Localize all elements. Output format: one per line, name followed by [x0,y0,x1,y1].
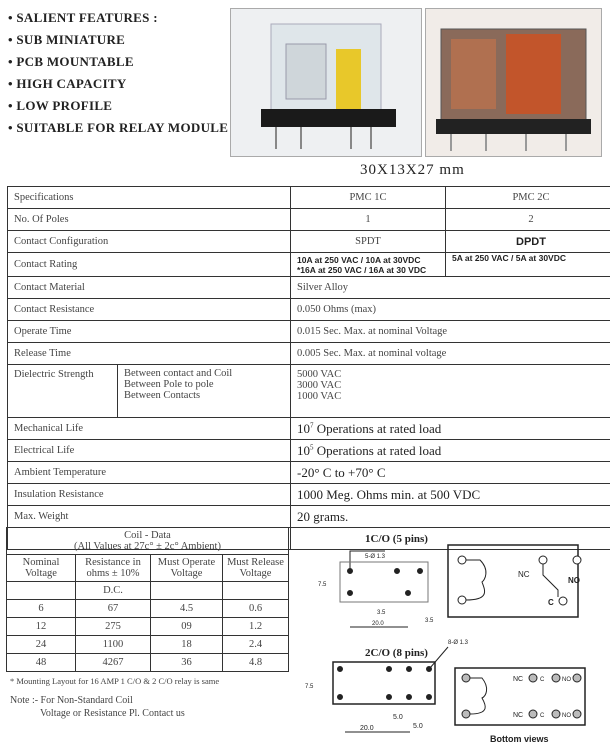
table-row [8,462,610,484]
spec-label: Ambient Temperature [8,462,291,484]
cell: 1100 [76,636,151,654]
spec-label: Contact Resistance [8,299,291,321]
spec-value: -20° C to +70° C [291,462,610,484]
model-2c: PMC 2C [446,187,610,209]
feature-item: • SUB MINIATURE [8,32,126,47]
no-label: NO [568,576,580,585]
empty-cell [223,582,289,600]
cell: 48 [7,654,76,672]
empty-cell [7,582,76,600]
dim-label: 20.0 [360,725,374,732]
spec-value: 20 grams. [291,506,610,528]
dielectric-value: 1000 VAC [297,391,342,402]
spec-value: 5A at 250 VAC / 5A at 30VDC [446,253,610,277]
dim-label: 7.5 [318,582,327,588]
cell: 0.6 [223,600,289,618]
dielectric-items [118,365,291,418]
relay-1c-photo [230,8,422,157]
spec-value: 0.050 Ohms (max) [291,299,610,321]
spec-label: Operate Time [8,321,291,343]
nc-label: NC [513,712,524,719]
cell: 2.4 [223,636,289,654]
relay-2c-photo [425,8,602,157]
spec-label: No. Of Poles [8,209,291,231]
column-header: Must Release Voltage [223,555,289,582]
dielectric-item: Between contact and Coil [124,368,233,379]
bottom-views-label: Bottom views [490,734,549,744]
model-1c: PMC 1C [291,187,446,209]
dielectric-item: Between Contacts [124,390,201,401]
spec-value: SPDT [291,231,446,253]
value-text: Operations at rated load [313,420,442,436]
spec-label: Contact Configuration [8,231,291,253]
spec-label: Release Time [8,343,291,365]
column-header: Resistance in ohms ± 10% [76,555,151,582]
table-row [8,253,610,277]
dim-label: 7.5 [305,684,314,690]
feature-heading: • SALIENT FEATURES : [8,10,158,25]
c-label: C [548,598,554,607]
dim-label: 5.0 [393,714,403,721]
table-row [8,231,610,253]
spec-label: Insulation Resistance [8,484,291,506]
dielectric-value: 5000 VAC [297,369,342,380]
dim-label: 5.0 [413,723,423,730]
mounting-note: * Mounting Layout for 16 AMP 1 C/O & 2 C/O relay is same [10,676,220,686]
cell: 24 [7,636,76,654]
spec-value [291,418,610,440]
table-row [8,365,610,418]
dim-label: 20.0 [372,621,384,627]
column-header: Nominal Voltage [7,555,76,582]
feature-item: • LOW PROFILE [8,98,113,113]
cell: 4.5 [151,600,223,618]
hole-label: 8-Ø 1.3 [448,640,469,646]
cell: 12 [7,618,76,636]
table-row [7,618,289,636]
base: 10 [297,442,310,458]
spec-value: 2 [446,209,610,231]
pin-layout-diagrams [300,520,610,750]
table-row [8,440,610,462]
table-row [8,187,610,209]
table-row [7,636,289,654]
spec-label: Contact Material [8,277,291,299]
diagram-1co-title: 1C/O (5 pins) [365,533,428,545]
no-label: NO [562,713,571,719]
cell: 36 [151,654,223,672]
cell: 67 [76,600,151,618]
empty-cell [151,582,223,600]
table-row [7,654,289,672]
spec-value [291,253,446,277]
dielectric-value: 3000 VAC [297,380,342,391]
table-row [8,418,610,440]
feature-item: • SUITABLE FOR RELAY MODULE [8,120,229,135]
c-label: C [540,677,545,683]
spec-value [291,440,610,462]
dim-label: 3.5 [377,610,386,616]
dimensions-label: 30X13X27 mm [360,162,465,178]
spec-value: 0.005 Sec. Max. at nominal voltage [291,343,610,365]
spec-label: Contact Rating [8,253,291,277]
spec-label: Mechanical Life [8,418,291,440]
column-header: Must Operate Voltage [151,555,223,582]
table-row [8,299,610,321]
cell: 09 [151,618,223,636]
note-line: Voltage or Resistance Pl. Contact us [40,708,185,719]
base: 10 [297,420,310,436]
note-line: Note :- For Non-Standard Coil [10,695,133,706]
spec-value: 0.015 Sec. Max. at nominal Voltage [291,321,610,343]
spec-value: 1000 Meg. Ohms min. at 500 VDC [291,484,610,506]
table-row [8,277,610,299]
table-row [7,600,289,618]
hole-label: 5-Ø 1.3 [365,554,386,560]
rating-line: 10A at 250 VAC / 10A at 30VDC [297,254,421,265]
specifications-table [7,186,610,550]
dielectric-item: Between Pole to pole [124,379,214,390]
coil-title-cell [7,528,289,555]
table-row [8,209,610,231]
nc-label: NC [518,570,530,579]
cell: 275 [76,618,151,636]
exponent: 5 [310,443,314,452]
coil-data-table [6,527,289,672]
feature-item: • HIGH CAPACITY [8,76,127,91]
dielectric-values [291,365,610,418]
spec-value: 1 [291,209,446,231]
spec-label: Electrical Life [8,440,291,462]
cell: 4267 [76,654,151,672]
table-row [8,484,610,506]
table-row [8,321,610,343]
diagram-2co-title: 2C/O (8 pins) [365,647,428,659]
c-label: C [540,713,545,719]
spec-value: Silver Alloy [291,277,610,299]
no-label: NO [562,677,571,683]
cell: 6 [7,600,76,618]
cell: 4.8 [223,654,289,672]
coil-subtitle: (All Values at 27c° ± 2c° Ambient) [74,541,221,552]
spec-label: Max. Weight [8,506,291,528]
rating-line: *16A at 250 VAC / 16A at 30 VDC [297,264,427,275]
spec-label: Dielectric Strength [8,365,118,418]
table-row [8,343,610,365]
coil-title: Coil - Data [124,530,171,541]
nc-label: NC [513,676,524,683]
cell: 1.2 [223,618,289,636]
spec-value: DPDT [446,231,610,253]
cell: 18 [151,636,223,654]
spec-label: Specifications [8,187,291,209]
dc-label: D.C. [76,582,151,600]
exponent: 7 [310,421,314,430]
feature-item: • PCB MOUNTABLE [8,54,134,69]
dim-label: 3.5 [425,618,434,624]
value-text: Operations at rated load [313,442,442,458]
